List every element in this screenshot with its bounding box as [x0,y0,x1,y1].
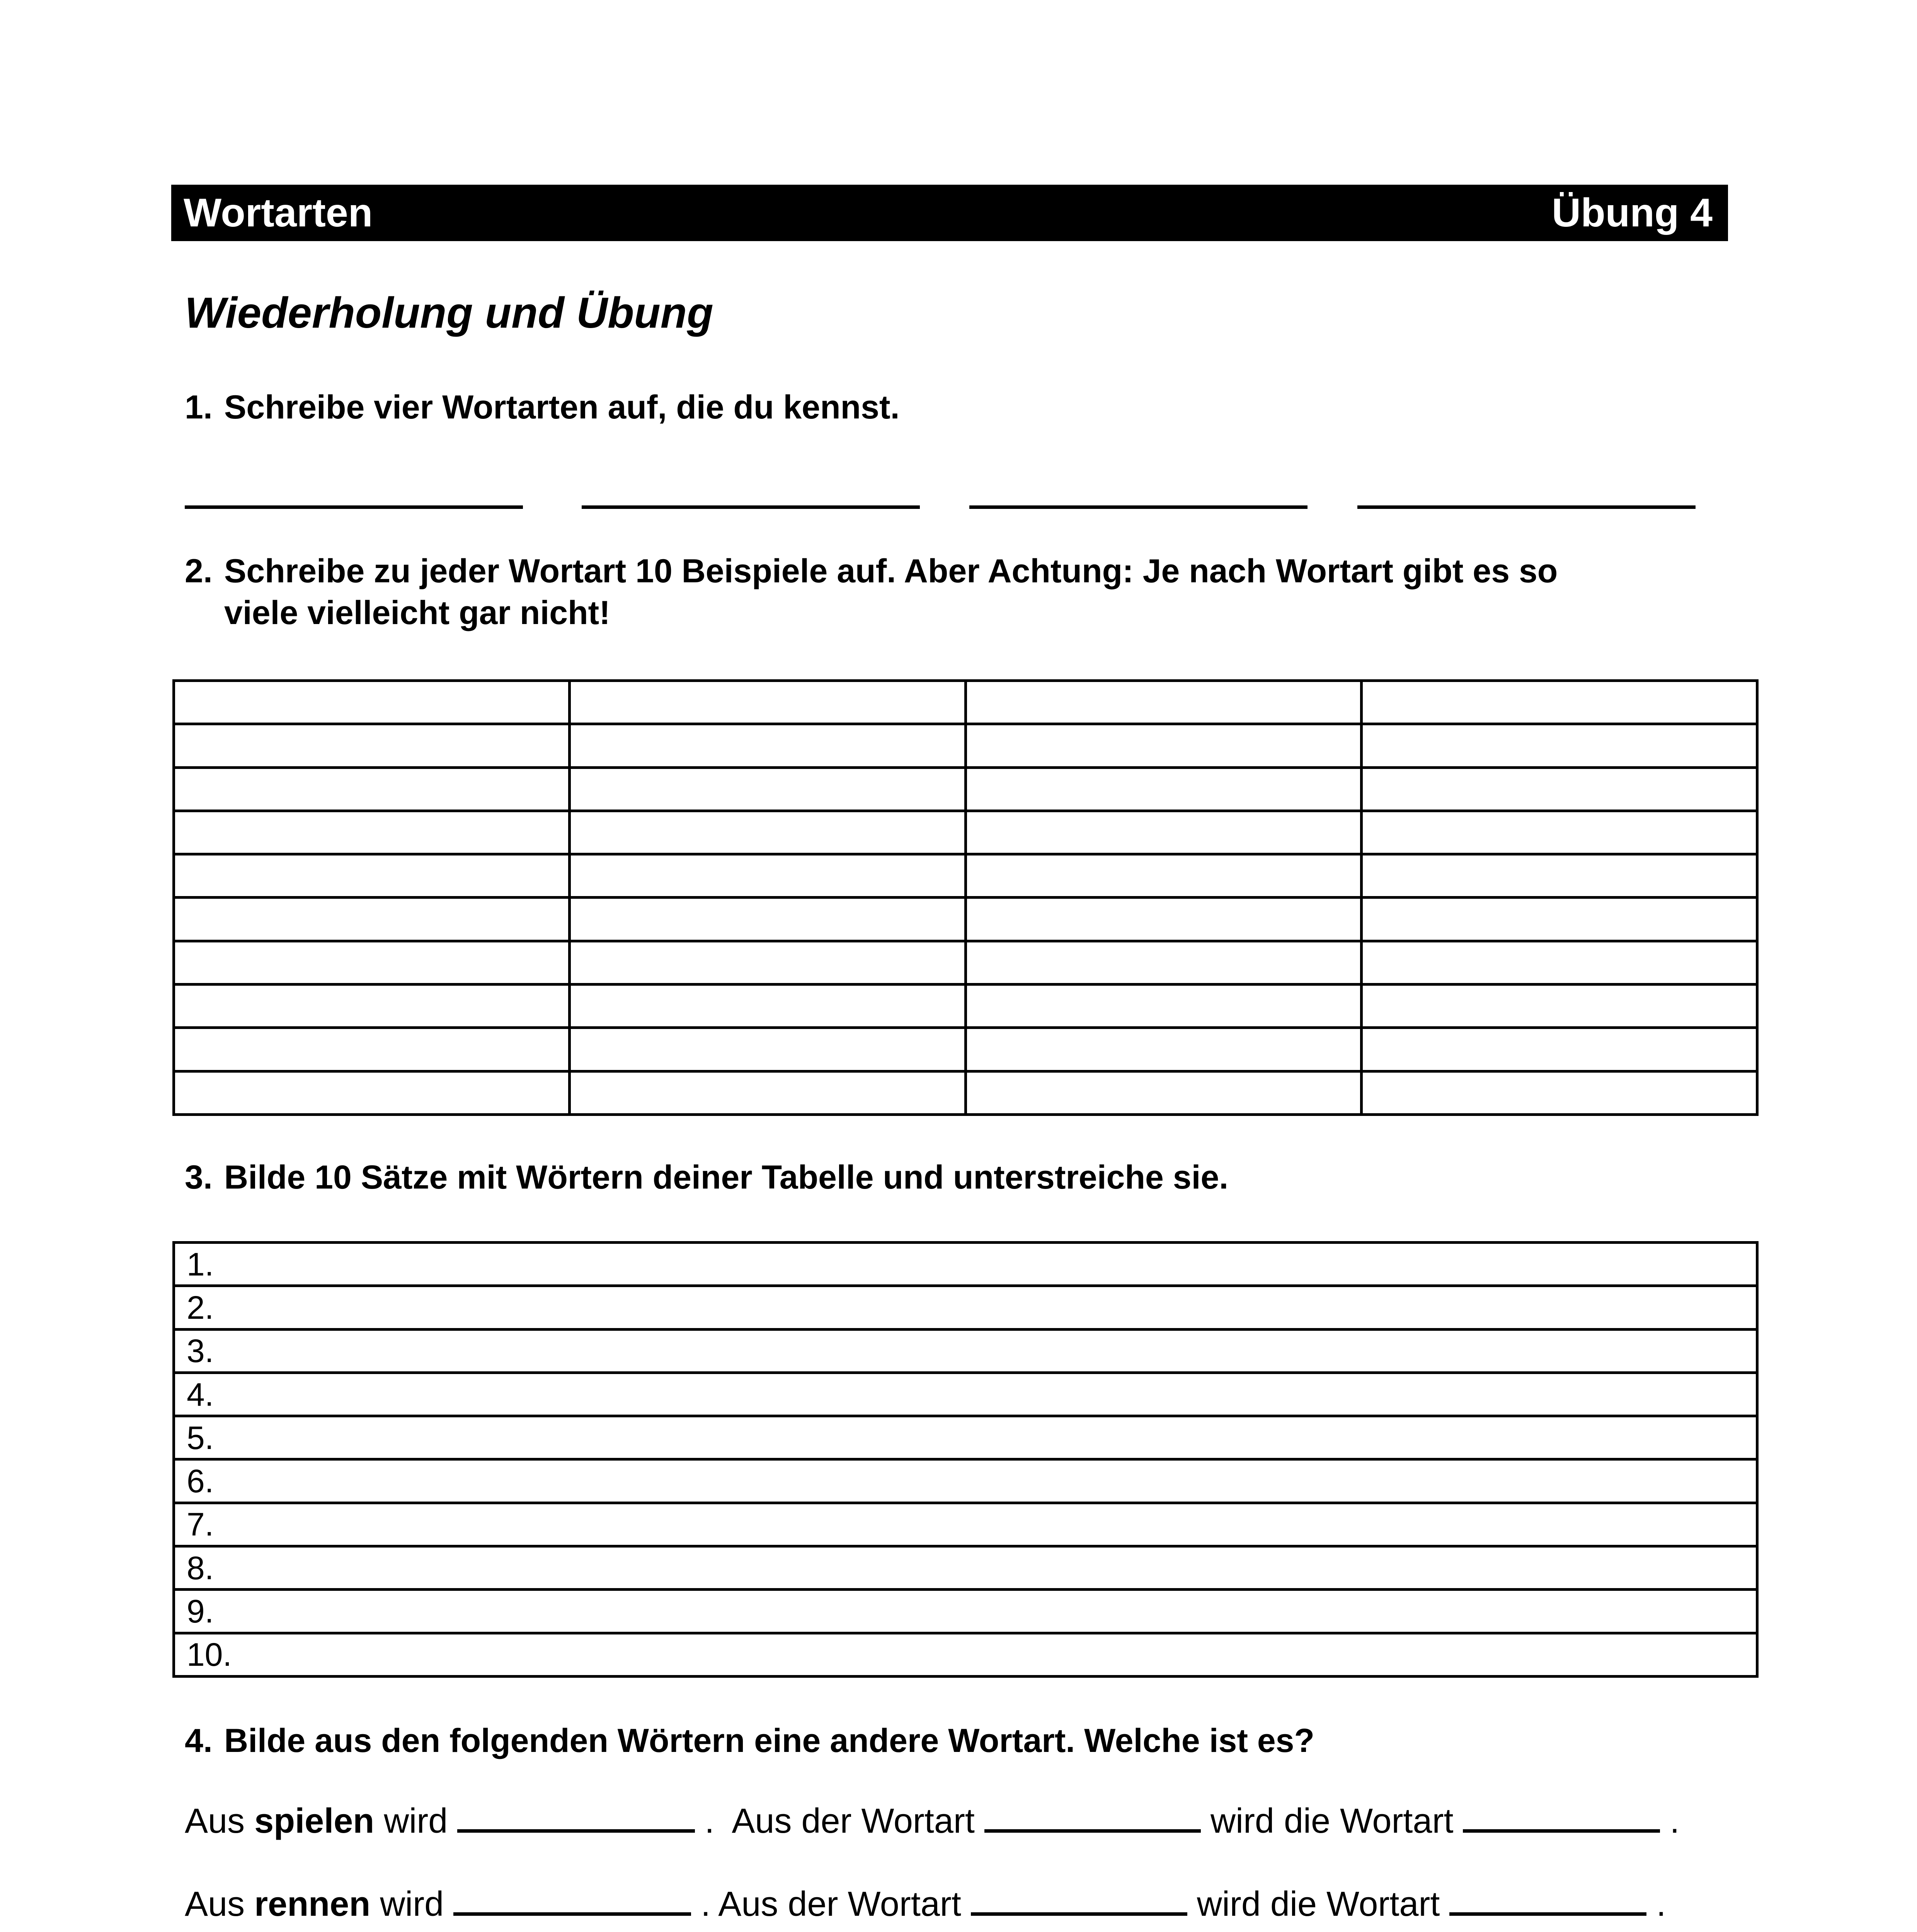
sentence-row [174,1590,1757,1633]
question-4-number: 4. [185,1722,213,1759]
table-cell[interactable] [174,681,570,724]
sentence-row [174,1416,1757,1459]
table-cell[interactable] [570,898,965,941]
page-subtitle: Wiederholung und Übung [185,289,713,337]
table-cell[interactable] [965,767,1361,811]
question-3-number: 3. [185,1159,213,1196]
sentence-cell-8[interactable]: 8. [174,1546,1757,1590]
table-cell[interactable] [174,941,570,984]
table-row [174,767,1757,811]
table-row [174,681,1757,724]
table-cell[interactable] [570,811,965,854]
table-cell[interactable] [965,1028,1361,1071]
answer-blank-source-wordclass[interactable] [971,1912,1187,1916]
sentence-cell-5[interactable]: 5. [174,1416,1757,1459]
table-cell[interactable] [174,767,570,811]
table-row [174,1028,1757,1071]
table-cell[interactable] [174,1028,570,1071]
answer-blank-new-word[interactable] [457,1829,695,1833]
table-cell[interactable] [1361,811,1757,854]
table-cell[interactable] [570,941,965,984]
question-3-text: Bilde 10 Sätze mit Wörtern deiner Tabelle und unterstreiche sie. [224,1159,1229,1196]
sentence-cell-7[interactable]: 7. [174,1503,1757,1546]
sentence-row [174,1243,1757,1286]
table-cell[interactable] [1361,681,1757,724]
table-cell[interactable] [1361,898,1757,941]
source-word: rennen [254,1885,371,1923]
answer-line-3[interactable] [969,505,1308,509]
table-cell[interactable] [1361,985,1757,1028]
table-row [174,1071,1757,1114]
table-row [174,941,1757,984]
table-row [174,811,1757,854]
aus-der-wortart-label: Aus der Wortart [718,1885,961,1923]
table-cell[interactable] [174,1071,570,1114]
aus-label: Aus [185,1802,245,1840]
question-1 [185,386,900,428]
answer-line-2[interactable] [582,505,920,509]
table-cell[interactable] [965,724,1361,767]
end-dot: . [1670,1802,1680,1840]
table-row [174,724,1757,767]
sentence-row [174,1372,1757,1416]
aus-label: Aus [185,1885,245,1923]
end-dot: . [1656,1885,1666,1923]
sentence-row [174,1459,1757,1503]
table-cell[interactable] [965,985,1361,1028]
table-cell[interactable] [1361,854,1757,898]
sentences-table [172,1241,1759,1678]
aus-der-wortart-label: Aus der Wortart [732,1802,975,1840]
header-bar [171,185,1728,241]
table-cell[interactable] [570,985,965,1028]
sentence-cell-4[interactable]: 4. [174,1372,1757,1416]
separator: . [701,1885,711,1923]
question-1-text: Schreibe vier Wortarten auf, die du kennst. [224,389,900,426]
wird-die-wortart-label: wird die Wortart [1210,1802,1454,1840]
table-cell[interactable] [1361,1071,1757,1114]
question-2-number: 2. [185,553,213,590]
examples-table [172,679,1759,1116]
table-row [174,985,1757,1028]
table-cell[interactable] [174,854,570,898]
table-cell[interactable] [1361,1028,1757,1071]
separator: . [705,1802,715,1840]
table-cell[interactable] [965,854,1361,898]
table-cell[interactable] [1361,767,1757,811]
table-cell[interactable] [965,941,1361,984]
table-cell[interactable] [1361,724,1757,767]
question-2-text-line2: viele vielleicht gar nicht! [224,594,610,631]
sentence-cell-2[interactable]: 2. [174,1286,1757,1329]
question-4-text: Bilde aus den folgenden Wörtern eine andere Wortart. Welche ist es? [224,1722,1315,1759]
table-cell[interactable] [174,985,570,1028]
wird-die-wortart-label: wird die Wortart [1197,1885,1440,1923]
sentence-cell-10[interactable]: 10. [174,1633,1757,1676]
question-1-number: 1. [185,389,213,426]
sentence-cell-9[interactable]: 9. [174,1590,1757,1633]
table-cell[interactable] [174,898,570,941]
answer-blank-target-wordclass[interactable] [1463,1829,1660,1833]
sentence-row [174,1546,1757,1590]
question-2 [185,550,1558,634]
table-cell[interactable] [570,1028,965,1071]
table-row [174,898,1757,941]
transform-row-rennen [185,1884,1666,1924]
table-cell[interactable] [174,724,570,767]
answer-line-1[interactable] [185,505,523,509]
sentence-row [174,1286,1757,1329]
table-cell[interactable] [965,1071,1361,1114]
table-cell[interactable] [570,681,965,724]
sentence-row [174,1329,1757,1372]
sentence-cell-1[interactable]: 1. [174,1243,1757,1286]
transform-row-spielen [185,1801,1680,1841]
table-cell[interactable] [965,811,1361,854]
exercise-number: Übung 4 [1552,190,1713,235]
answer-blank-target-wordclass[interactable] [1449,1912,1646,1916]
question-3 [185,1156,1228,1198]
table-row [174,854,1757,898]
table-cell[interactable] [570,1071,965,1114]
question-4 [185,1720,1314,1762]
answer-blank-new-word[interactable] [453,1912,691,1916]
header-title: Wortarten [184,190,373,235]
table-cell[interactable] [570,724,965,767]
wird-label: wird [384,1802,448,1840]
sentence-row [174,1633,1757,1676]
source-word: spielen [254,1802,375,1840]
table-cell[interactable] [1361,941,1757,984]
table-cell[interactable] [570,854,965,898]
table-cell[interactable] [965,898,1361,941]
sentence-cell-6[interactable]: 6. [174,1459,1757,1503]
table-cell[interactable] [965,681,1361,724]
answer-line-4[interactable] [1357,505,1696,509]
sentence-cell-3[interactable]: 3. [174,1329,1757,1372]
answer-blank-source-wordclass[interactable] [984,1829,1201,1833]
question-2-text-line1: Schreibe zu jeder Wortart 10 Beispiele auf. Aber Achtung: Je nach Wortart gibt es so [224,553,1558,590]
sentence-row [174,1503,1757,1546]
table-cell[interactable] [174,811,570,854]
table-cell[interactable] [570,767,965,811]
wird-label: wird [380,1885,444,1923]
